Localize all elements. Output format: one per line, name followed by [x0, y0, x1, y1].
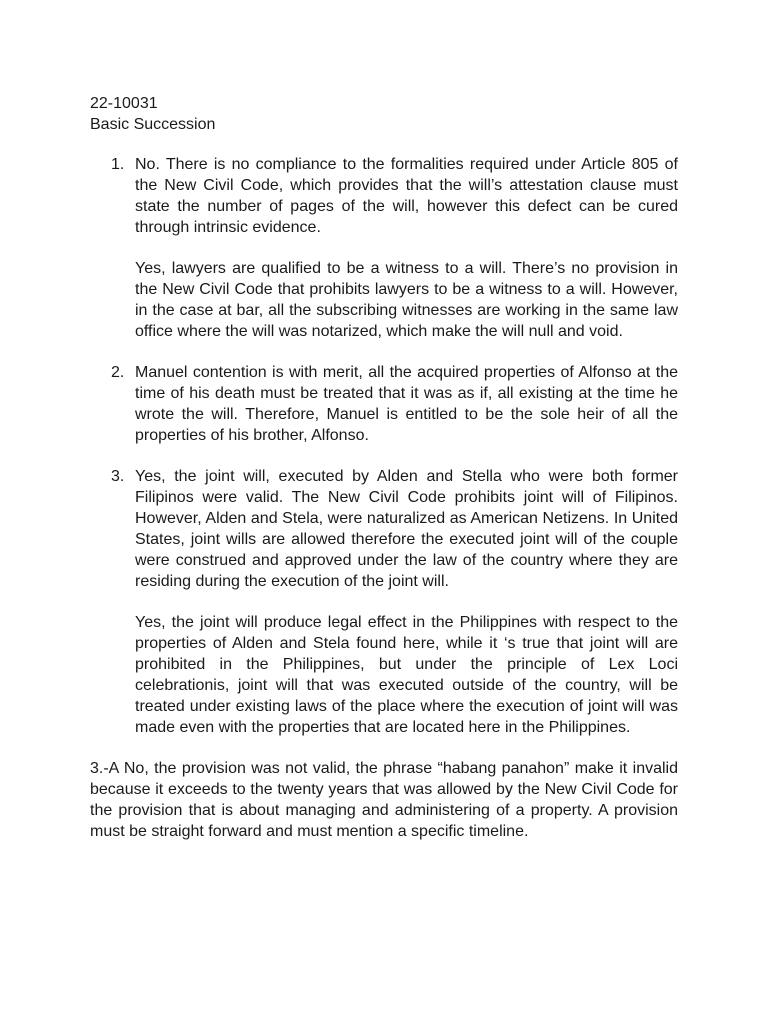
- answer-number: 3.: [111, 468, 125, 485]
- answer-item-3: [90, 466, 678, 738]
- answer-number: 1.: [111, 156, 125, 173]
- answer-paragraph: Manuel contention is with merit, all the acquired properties of Alfonso at the time of his death must be treated that it was as if, all existing at the time he wrote the will. Therefore, Manuel is entitled to be the sole heir of all the properties of his brother, Alfonso.: [135, 364, 678, 444]
- answer-paragraph: Yes, the joint will, executed by Alden and Stella who were both former Filipinos were valid. The New Civil Code prohibits joint will of Filipinos. However, Alden and Stela, were naturalized as American Netizens. In United States, joint wills are allowed therefore the executed joint will of the couple were construed and approved under the law of the country where they are residing during the execution of the joint will.: [135, 468, 678, 590]
- answer-number: 2.: [111, 364, 125, 381]
- document-page: [90, 93, 678, 842]
- answer-paragraph: Yes, the joint will produce legal effect in the Philippines with respect to the properties of Alden and Stela found here, while it ‘s true that joint will are prohibited in the Philippines, but under the principle of Lex Loci celebrationis, joint will that was executed outside of the country, will be treated under existing laws of the place where the execution of joint will was made even with the properties that are located here in the Philippines.: [135, 614, 678, 736]
- answer-list: [90, 154, 678, 738]
- answer-item-2: [90, 362, 678, 446]
- document-id: 22-10031: [90, 95, 158, 112]
- answer-item-1: [90, 154, 678, 342]
- answer-3a-paragraph: 3.-A No, the provision was not valid, the phrase “habang panahon” make it invalid because it exceeds to the twenty years that was allowed by the New Civil Code for the provision that is about managing and administering of a property. A provision must be straight forward and must mention a specific timeline.: [90, 760, 678, 840]
- answer-paragraph: Yes, lawyers are qualified to be a witness to a will. There’s no provision in the New Civil Code that prohibits lawyers to be a witness to a will. However, in the case at bar, all the subscribing witnesses are working in the same law office where the will was notarized, which make the will null and void.: [135, 260, 678, 340]
- document-subject: Basic Succession: [90, 116, 216, 133]
- answer-paragraph: No. There is no compliance to the formalities required under Article 805 of the New Civil Code, which provides that the will’s attestation clause must state the number of pages of the will, however this defect can be cured through intrinsic evidence.: [135, 156, 678, 236]
